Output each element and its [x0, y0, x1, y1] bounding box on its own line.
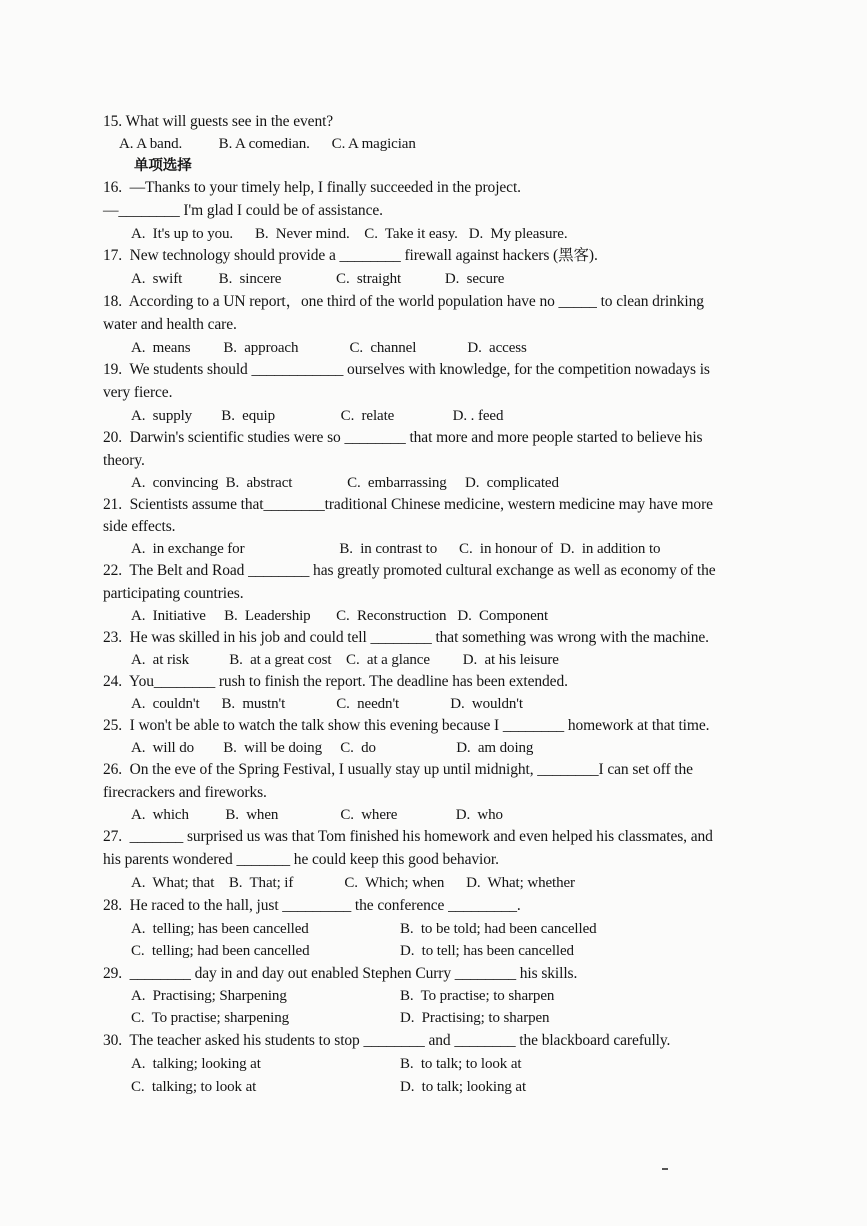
question-28-option-a: A. telling; has been cancelled	[131, 921, 309, 937]
question-19-cont: very fierce.	[103, 384, 173, 401]
question-29-option-d: D. Practising; to sharpen	[400, 1010, 550, 1026]
question-30-option-a: A. talking; looking at	[131, 1056, 261, 1072]
question-20-cont: theory.	[103, 452, 145, 469]
question-22: 22. The Belt and Road ________ has greatly promoted cultural exchange as well as economy of the	[103, 562, 716, 579]
question-16-options: A. It's up to you. B. Never mind. C. Take it easy. D. My pleasure.	[131, 226, 568, 242]
question-29-option-c: C. To practise; sharpening	[131, 1010, 290, 1026]
question-24: 24. You________ rush to finish the report. The deadline has been extended.	[103, 673, 568, 690]
question-23: 23. He was skilled in his job and could tell ________ that something was wrong with the machine.	[103, 629, 709, 646]
question-25-options: A. will do B. will be doing C. do D. am doing	[131, 740, 534, 756]
question-29-option-b: B. To practise; to sharpen	[400, 988, 555, 1004]
question-30-option-b: B. to talk; to look at	[400, 1056, 522, 1072]
question-18: 18. According to a UN report，one third of the world population have no _____ to clean drinking	[103, 293, 704, 310]
question-28-option-b: B. to be told; had been cancelled	[400, 921, 597, 937]
question-26-cont: firecrackers and fireworks.	[103, 784, 267, 801]
question-21-options: A. in exchange for B. in contrast to C. in honour of D. in addition to	[131, 541, 661, 557]
question-21: 21. Scientists assume that________traditional Chinese medicine, western medicine may have more	[103, 496, 713, 513]
question-19-options: A. supply B. equip C. relate D. . feed	[131, 408, 504, 424]
question-25: 25. I won't be able to watch the talk show this evening because I ________ homework at that time.	[103, 717, 710, 734]
question-28: 28. He raced to the hall, just _________ the conference _________.	[103, 897, 521, 914]
section-heading: 单项选择	[134, 158, 192, 174]
question-22-options: A. Initiative B. Leadership C. Reconstruction D. Component	[131, 608, 549, 624]
question-22-cont: participating countries.	[103, 585, 244, 602]
question-27-cont: his parents wondered _______ he could keep this good behavior.	[103, 851, 499, 868]
question-20-options: A. convincing B. abstract C. embarrassing D. complicated	[131, 475, 559, 491]
question-17-options: A. swift B. sincere C. straight D. secure	[131, 271, 505, 287]
question-30: 30. The teacher asked his students to stop ________ and ________ the blackboard carefully.	[103, 1032, 671, 1049]
question-21-cont: side effects.	[103, 518, 176, 535]
question-19: 19. We students should ____________ ourselves with knowledge, for the competition nowadays is	[103, 361, 710, 378]
question-26: 26. On the eve of the Spring Festival, I usually stay up until midnight, ________I can set off the	[103, 761, 693, 778]
question-27: 27. _______ surprised us was that Tom finished his homework and even helped his classmates, and	[103, 828, 713, 845]
question-29-option-a: A. Practising; Sharpening	[131, 988, 287, 1004]
scan-mark	[662, 1168, 668, 1170]
question-20: 20. Darwin's scientific studies were so ________ that more and more people started to believe his	[103, 429, 703, 446]
question-28-option-d: D. to tell; has been cancelled	[400, 943, 574, 959]
question-18-cont: water and health care.	[103, 316, 237, 333]
question-28-option-c: C. telling; had been cancelled	[131, 943, 310, 959]
question-27-options: A. What; that B. That; if C. Which; when D. What; whether	[131, 875, 575, 891]
question-17: 17. New technology should provide a ________ firewall against hackers (黑客).	[103, 247, 598, 264]
question-16: 16. —Thanks to your timely help, I finally succeeded in the project.	[103, 179, 521, 196]
question-23-options: A. at risk B. at a great cost C. at a glance D. at his leisure	[131, 652, 559, 668]
question-16-reply: —________ I'm glad I could be of assistance.	[103, 202, 383, 219]
question-18-options: A. means B. approach C. channel D. access	[131, 340, 527, 356]
question-24-options: A. couldn't B. mustn't C. needn't D. wouldn't	[131, 696, 523, 712]
question-30-option-c: C. talking; to look at	[131, 1079, 257, 1095]
question-26-options: A. which B. when C. where D. who	[131, 807, 503, 823]
question-30-option-d: D. to talk; looking at	[400, 1079, 527, 1095]
question-29: 29. ________ day in and day out enabled Stephen Curry ________ his skills.	[103, 965, 578, 982]
question-15-options: A. A band. B. A comedian. C. A magician	[119, 136, 416, 152]
question-15: 15. What will guests see in the event?	[103, 113, 334, 130]
